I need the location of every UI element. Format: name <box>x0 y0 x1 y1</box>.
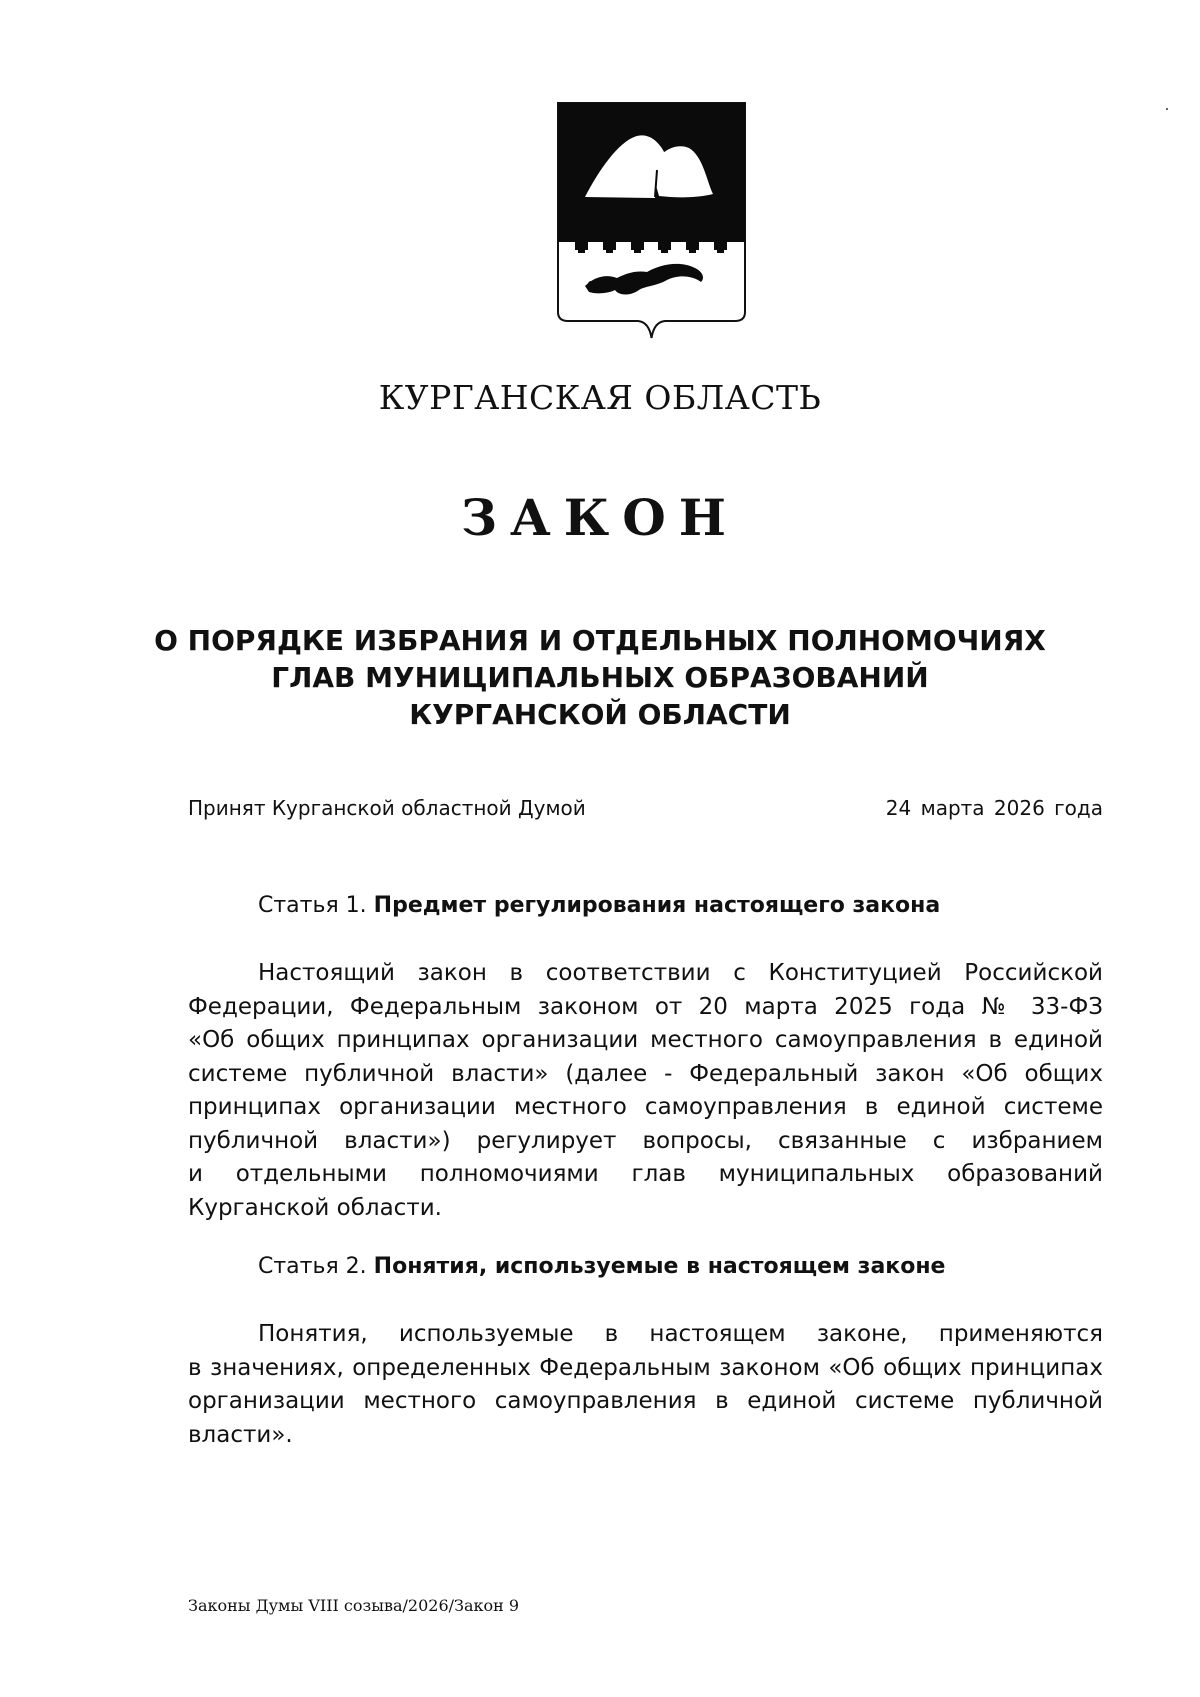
paragraph-line: Настоящий закон в соответствии с Конституцией Российской <box>258 960 1103 986</box>
article-label: Статья 2. <box>258 1254 367 1279</box>
article-label: Статья 1. <box>258 893 367 918</box>
paragraph-line: и отдельными полномочиями глав муниципальных образований <box>188 1161 1103 1187</box>
document-type-heading: ЗАКОН <box>460 488 740 547</box>
article-title: Предмет регулирования настоящего закона <box>373 893 941 918</box>
paragraph-line: власти». <box>188 1421 293 1448</box>
paragraph-line: Понятия, используемые в настоящем законе, применяются <box>258 1321 1103 1347</box>
document-footer: Законы Думы VIII созыва/2026/Закон 9 <box>188 1596 520 1615</box>
paragraph-line: организации местного самоуправления в единой системе публичной <box>188 1388 1103 1414</box>
adoption-line <box>188 796 1103 826</box>
law-title-line: О ПОРЯДКЕ ИЗБРАНИЯ И ОТДЕЛЬНЫХ ПОЛНОМОЧИЯХ <box>154 624 1046 657</box>
scan-speck <box>1166 108 1168 110</box>
article-1-heading <box>258 893 940 918</box>
paragraph-line: «Об общих принципах организации местного самоуправления в единой <box>188 1027 1103 1053</box>
law-title-line: ГЛАВ МУНИЦИПАЛЬНЫХ ОБРАЗОВАНИЙ <box>271 661 929 694</box>
law-title-line: КУРГАНСКОЙ ОБЛАСТИ <box>409 698 791 731</box>
law-title <box>100 622 1100 733</box>
article-1-body <box>188 957 1103 1225</box>
paragraph-line: Курганской области. <box>188 1194 442 1221</box>
region-heading: КУРГАНСКАЯ ОБЛАСТЬ <box>378 378 822 417</box>
paragraph-line: системе публичной власти» (далее - Федеральный закон «Об общих <box>188 1060 1103 1087</box>
paragraph-line: в значениях, определенных Федеральным законом «Об общих принципах <box>188 1354 1103 1381</box>
coat-of-arms-icon <box>555 100 748 340</box>
paragraph-line: принципах организации местного самоуправления в единой системе <box>188 1094 1103 1120</box>
paragraph-line: Федерации, Федеральным законом от 20 марта 2025 года № 33-ФЗ <box>188 993 1103 1020</box>
adoption-date: 24 марта 2026 года <box>885 796 1103 820</box>
article-title: Понятия, используемые в настоящем законе <box>373 1254 946 1279</box>
article-2-body <box>188 1318 1103 1452</box>
paragraph-line: публичной власти») регулирует вопросы, связанные с избранием <box>188 1127 1103 1154</box>
adopted-by-text: Принят Курганской областной Думой <box>188 796 586 820</box>
article-2-heading <box>258 1254 945 1279</box>
